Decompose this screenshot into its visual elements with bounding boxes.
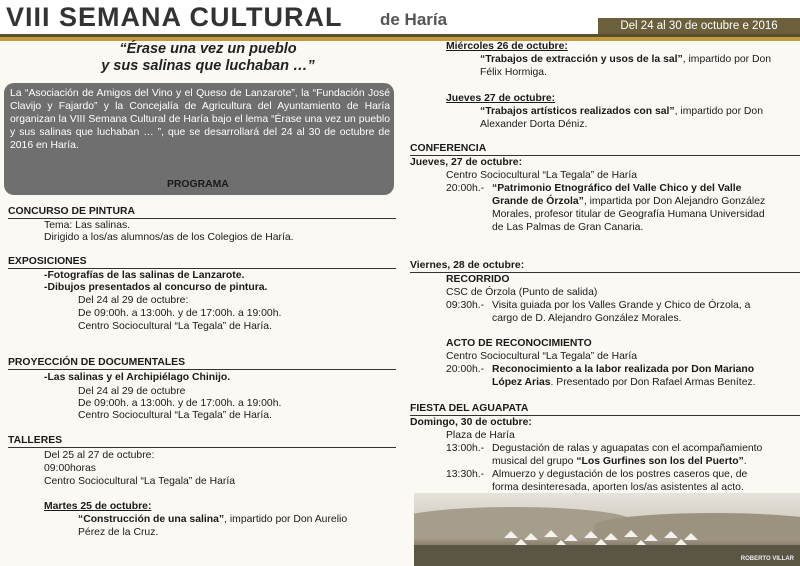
aguapata-line-3: Almuerzo y degustación de los postres caseros que, de (492, 469, 748, 480)
jueves-line-2: Alexander Dorta Déniz. (480, 119, 588, 130)
conferencia-lugar: Centro Sociocultural “La Tegala” de Haría (446, 170, 637, 181)
divider (8, 369, 396, 370)
miercoles-heading: Miércoles 26 de octubre: (446, 41, 568, 52)
martes-heading: Martes 25 de octubre: (44, 501, 152, 512)
aguapata-line-4: forma desinteresada, aporten los/as asistentes al acto. (492, 482, 744, 493)
salt-pile (584, 531, 598, 538)
documentales-horario: De 09:00h. a 13:00h. y de 17:00h. a 19:00h. (78, 398, 282, 409)
dates-band: Del 24 al 30 de octubre e 2016 (598, 18, 800, 35)
divider (410, 415, 800, 416)
exposiciones-heading: EXPOSICIONES (8, 256, 87, 267)
conferencia-line-2-rest: , impartida por Don Alejandro González (583, 196, 766, 207)
page-title: VIII SEMANA CULTURAL (6, 2, 343, 32)
aguapata-line-2c: . (743, 456, 747, 467)
acto-line-2 (492, 377, 756, 390)
exposiciones-item-2: -Dibujos presentados al concurso de pintura. (44, 282, 268, 293)
jueves-taller: “Trabajos artísticos realizados con sal” (480, 106, 675, 117)
recorrido-line-1: Visita guiada por los Valles Grande y Chico de Órzola, a (492, 300, 751, 311)
concurso-tema: Tema: Las salinas. (44, 220, 131, 231)
talleres-fechas: Del 25 al 27 de octubre: (44, 450, 155, 461)
conferencia-line-4: de Las Palmas de Gran Canaria. (492, 222, 644, 233)
talleres-heading: TALLERES (8, 435, 63, 446)
divider (8, 268, 396, 269)
conferencia-heading: CONFERENCIA (410, 143, 487, 154)
exposiciones-horario: De 09:00h. a 13:00h. y de 17:00h. a 19:00h. (78, 308, 282, 319)
martes-rest: , impartido por Don Aurelio (224, 514, 348, 525)
talleres-lugar: Centro Sociocultural “La Tegala” de Haría (44, 476, 235, 487)
documentales-item-1: -Las salinas y el Archipiélago Chinijo. (44, 372, 231, 383)
intro-text: La “Asociación de Amigos del Vino y el Queso de Lanzarote”, la “Fundación José Clavijo y Fajardo” y la Concejalía de Agricultura del Ayuntamiento de Haría organizan la VIII Semana Cultural de Haría bajo el lema “Érase una vez un pueblo y sus salinas que luchaban … ”, que se desarrollará del 24 al 30 de octubre de 2016 en Haría. (10, 88, 390, 151)
salt-pile (544, 530, 558, 537)
aguapata-line-1: Degustación de ralas y aguapatas con el acompañamiento (492, 443, 763, 454)
salinas-photo (414, 493, 800, 566)
aguapata-time-1: 13:00h.- (446, 443, 485, 454)
divider (8, 218, 396, 219)
recorrido-heading: RECORRIDO (446, 274, 510, 285)
header (0, 0, 800, 34)
exposiciones-lugar: Centro Sociocultural “La Tegala” de Haría. (78, 321, 272, 332)
aguapata-line-2a: musical del grupo (492, 456, 577, 467)
aguapata-line-2 (492, 456, 747, 469)
conferencia-time: 20:00h.- (446, 183, 485, 194)
recorrido-line-2: cargo de D. Alejandro González Morales. (492, 313, 682, 324)
miercoles-taller: “Trabajos de extracción y usos de la sal” (480, 54, 683, 65)
left-column (0, 41, 400, 566)
miercoles-line-2: Félix Hormiga. (480, 67, 547, 78)
documentales-heading: PROYECCIÓN DE DOCUMENTALES (8, 357, 186, 368)
divider (410, 272, 800, 273)
recorrido-time: 09:30h.- (446, 300, 485, 311)
exposiciones-fechas: Del 24 al 29 de octubre: (78, 295, 189, 306)
conferencia-line-2 (492, 196, 765, 209)
exposiciones-item-1: -Fotografías de las salinas de Lanzarote. (44, 270, 245, 281)
right-column (404, 41, 800, 566)
jueves-line-1 (480, 106, 763, 119)
jueves-heading: Jueves 27 de octubre: (446, 93, 556, 104)
salt-pile (504, 531, 518, 538)
jueves-rest: , impartido por Don (674, 106, 763, 117)
conferencia-title-bold: Grande de Órzola” (492, 196, 584, 207)
acto-honoree: López Arias (492, 377, 551, 388)
acto-heading: ACTO DE RECONOCIMIENTO (446, 338, 592, 349)
martes-taller: “Construcción de una salina” (78, 514, 225, 525)
aguapata-day: Domingo, 30 de octubre: (410, 417, 532, 428)
acto-line-1: Reconocimiento a la labor realizada por Don Mariano (492, 364, 755, 375)
acto-time: 20:00h.- (446, 364, 485, 375)
motto-line-2: y sus salinas que luchaban …” (101, 58, 315, 74)
conferencia-day: Jueves, 27 de octubre: (410, 157, 523, 168)
acto-line-2-rest: . Presentado por Don Rafael Armas Benítez. (550, 377, 756, 388)
conferencia-line-3: Morales, profesor titular de Geografía Humana Universidad (492, 209, 765, 220)
programa-heading: PROGRAMA (167, 179, 229, 190)
aguapata-heading: FIESTA DEL AGUAPATA (410, 403, 529, 414)
page-subtitle: de Haría (380, 10, 448, 29)
conferencia-line-1: “Patrimonio Etnográfico del Valle Chico y del Valle (492, 183, 742, 194)
salt-pile (664, 531, 678, 538)
miercoles-rest: , impartido por Don (682, 54, 772, 65)
recorrido-lugar: CSC de Órzola (Punto de salida) (446, 287, 598, 298)
concurso-dirigido: Dirigido a los/as alumnos/as de los Colegios de Haría. (44, 232, 294, 243)
motto (58, 41, 358, 75)
motto-line-1: “Érase una vez un pueblo (119, 41, 297, 57)
divider (8, 447, 396, 448)
salt-pile (624, 530, 638, 537)
acto-lugar: Centro Sociocultural “La Tegala” de Haría (446, 351, 637, 362)
martes-line-1 (78, 514, 347, 527)
aguapata-time-2: 13:30h.- (446, 469, 485, 480)
documentales-fechas: Del 24 al 29 de octubre (78, 386, 186, 397)
martes-line-2: Pérez de la Cruz. (78, 527, 159, 538)
viernes-heading: Viernes, 28 de octubre: (410, 260, 525, 271)
documentales-lugar: Centro Sociocultural “La Tegala” de Haría. (78, 410, 272, 421)
aguapata-lugar: Plaza de Haría (446, 430, 515, 441)
photo-credit: ROBERTO VILLAR (740, 556, 794, 562)
divider (410, 155, 800, 156)
miercoles-line-1 (480, 54, 771, 67)
aguapata-group: “Los Gurfines son los del Puerto” (576, 456, 744, 467)
talleres-hora: 09:00horas (44, 463, 96, 474)
concurso-heading: CONCURSO DE PINTURA (8, 206, 136, 217)
